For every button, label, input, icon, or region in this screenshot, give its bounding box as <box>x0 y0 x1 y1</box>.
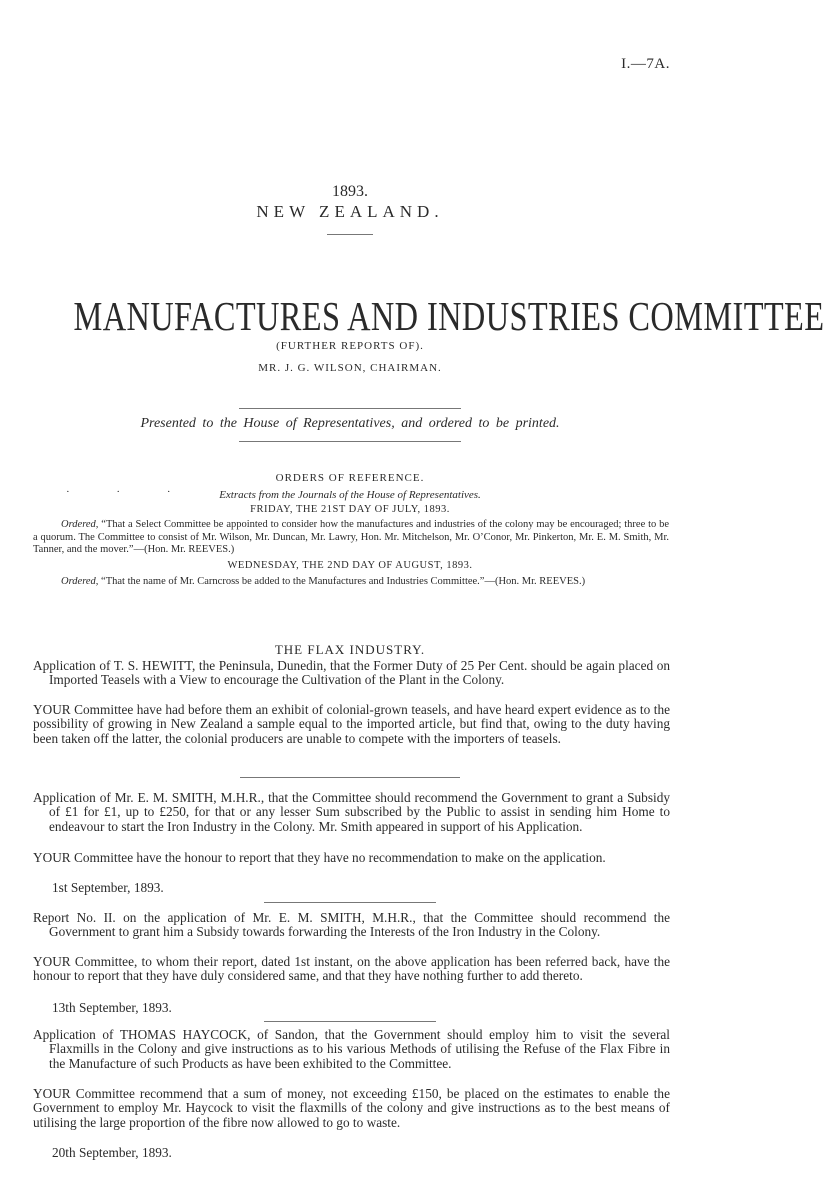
report-paragraph: YOUR Committee have had before them an exhibit of colonial-grown teasels, and have heard expert evidence as to the possibility of growing in New Zealand a sample equal to the imported article, but find that, owing to the duty having been taken off the latter, the colonial producers are unable to compete with the importers of teasels. <box>33 702 670 746</box>
order-paragraph <box>33 576 669 589</box>
report-paragraph: YOUR Committee recommend that a sum of money, not exceeding £150, be placed on the estimates to enable the Government to employ Mr. Haycock to visit the flaxmills of the colony and give instructions as to the best means of utilising the large proportion of the fibre now allowed to go to waste. <box>33 1086 670 1130</box>
orders-heading: ORDERS OF REFERENCE. <box>275 472 425 484</box>
country-heading: NEW ZEALAND. <box>256 202 444 221</box>
extracts-line: Extracts from the Journals of the House of Representatives. <box>219 489 481 501</box>
application-paragraph: Application of T. S. HEWITT, the Peninsula, Dunedin, that the Former Duty of 25 Per Cent. should be again placed on Imported Teasels with a View to encourage the Cultivation of the Plant in the Colony. <box>33 658 670 688</box>
presented-line: Presented to the House of Representatives, and ordered to be printed. <box>140 416 560 431</box>
divider <box>327 234 373 235</box>
application-paragraph: Application of THOMAS HAYCOCK, of Sandon, that the Government should employ him to visit the several Flaxmills in the Colony and give instructions as to his various Methods of utilising the Refuse of the Flax Fibre in the Manufacture of such Products as have been exhibited to the Committee. <box>33 1027 670 1071</box>
divider <box>264 1021 436 1022</box>
report-date: 1st September, 1893. <box>52 880 164 895</box>
page-reference: I.—7A. <box>621 56 670 72</box>
report-date: 13th September, 1893. <box>52 1000 172 1015</box>
report-date: 20th September, 1893. <box>52 1145 172 1160</box>
chairman-line: MR. J. G. WILSON, CHAIRMAN. <box>258 362 442 374</box>
order-date: WEDNESDAY, THE 2ND DAY OF AUGUST, 1893. <box>227 560 473 571</box>
divider <box>240 777 460 778</box>
report-paragraph: YOUR Committee, to whom their report, dated 1st instant, on the above application has been referred back, have the honour to report that they have duly considered same, and that they have nothing further to add thereto. <box>33 954 670 984</box>
decorative-dots: · · · <box>66 486 193 498</box>
order-text: “That the name of Mr. Carncross be added to the Manufactures and Industries Committee.”—(Hon. Mr. REEVES.) <box>101 576 586 587</box>
application-paragraph: Report No. II. on the application of Mr. E. M. SMITH, M.H.R., that the Committee should recommend the Government to grant him a Subsidy towards forwarding the Interests of the Iron Industry in the Colony. <box>33 910 670 940</box>
order-lead: Ordered, <box>61 519 99 530</box>
order-date: FRIDAY, THE 21ST DAY OF JULY, 1893. <box>250 504 450 515</box>
document-subtitle: (FURTHER REPORTS OF). <box>276 340 424 352</box>
order-lead: Ordered, <box>61 576 99 587</box>
year: 1893. <box>332 183 368 200</box>
divider <box>264 902 436 903</box>
order-text: “That a Select Committee be appointed to consider how the manufactures and industries of the colony may be encouraged; three to be a quorum. The Committee to consist of Mr. Wilson, Mr. Duncan, Mr. Lawry, Hon. Mr. Mitchelson, Mr. O’Conor, Mr. Pinkerton, Mr. E. M. Smith, Mr. Tanner, and the mover.”—(Hon. Mr. REEVES.) <box>33 519 670 556</box>
document-title: MANUFACTURES AND INDUSTRIES COMMITTEE <box>73 293 824 339</box>
report-paragraph: YOUR Committee have the honour to report that they have no recommendation to make on the application. <box>33 850 606 865</box>
divider <box>239 408 461 409</box>
divider <box>239 441 461 442</box>
application-paragraph: Application of Mr. E. M. SMITH, M.H.R., that the Committee should recommend the Government to grant a Subsidy of £1 for £1, up to £250, for that or any lesser Sum subscribed by the Public to assist in sending him Home to endeavour to start the Iron Industry in the Colony. Mr. Smith appeared in support of his Application. <box>33 790 670 834</box>
section-heading: THE FLAX INDUSTRY. <box>274 642 426 657</box>
order-paragraph <box>33 519 669 557</box>
